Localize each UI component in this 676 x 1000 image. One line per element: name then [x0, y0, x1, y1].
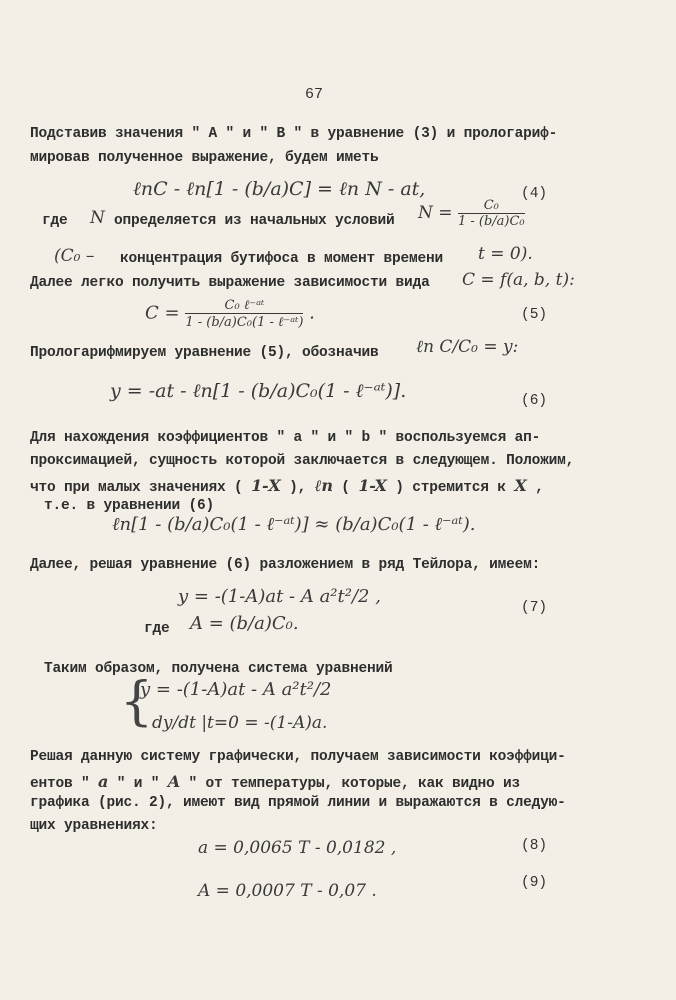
- system-equation-2: dy/dt |t=0 = -(1-A)a.: [152, 713, 328, 733]
- equation-6-number: (6): [521, 393, 548, 409]
- p2-l3-g: ) стремится к: [395, 480, 506, 496]
- equation-5-numerator: C₀ ℓ⁻ᵃᵗ: [185, 297, 303, 314]
- text-log5-definition: ℓn C/C₀ = y:: [416, 337, 519, 357]
- text-further-function: C = f(a, b, t):: [462, 270, 575, 290]
- equation-6: y = -at - ℓn[1 - (b/a)C₀(1 - ℓ⁻ᵃᵗ)].: [110, 380, 407, 402]
- c0-note-time: t = 0).: [478, 244, 533, 264]
- p2-l3-e: (: [341, 480, 350, 496]
- equation-5-number: (5): [521, 307, 548, 323]
- equation-7: y = -(1-A)at - A a²t²/2 ,: [178, 586, 381, 607]
- p2-l3-a: что при малых значениях (: [30, 480, 243, 496]
- equation-9-number: (9): [521, 875, 548, 891]
- equation-8-number: (8): [521, 838, 548, 854]
- equation-5-denominator: 1 - (b/a)C₀(1 - ℓ⁻ᵃᵗ): [185, 315, 304, 330]
- where-symbol-N: N: [90, 208, 105, 228]
- N-definition-fraction: [458, 198, 525, 229]
- equation-4: ℓnC - ℓn[1 - (b/a)C] = ℓn N - at,: [133, 178, 426, 200]
- N-definition-denominator: 1 - (b/a)C₀: [457, 214, 525, 229]
- p2-l3-b: 1-X: [251, 476, 281, 495]
- equation-4-number: (4): [521, 186, 548, 202]
- equation-9: A = 0,0007 T - 0,07 .: [198, 881, 377, 901]
- equation-7-number: (7): [521, 600, 548, 616]
- equation-5-fraction: [185, 297, 303, 330]
- equation-5-dot: .: [309, 302, 315, 324]
- paragraph-2-line-1: Для нахождения коэффициентов " a " и " b " воспользуемся ап-: [30, 430, 541, 446]
- paragraph-5-line-2: [30, 772, 520, 792]
- paragraph-5-line-4: щих уравнениях:: [30, 818, 158, 834]
- paragraph-3: Далее, решая уравнение (6) разложением в ряд Тейлора, имеем:: [30, 557, 541, 573]
- paragraph-4: Таким образом, получена система уравнений: [44, 661, 393, 677]
- p5-l2-d: A: [167, 772, 180, 791]
- where-label-2: где: [144, 621, 170, 637]
- text-line-1: Подставив значения " А " и " В " в уравнение (3) и прологариф-: [30, 126, 558, 142]
- N-definition-lhs: N =: [418, 203, 453, 223]
- p5-l2-e: " от температуры, которые, как видно из: [188, 776, 521, 792]
- c0-note-open: (C₀ –: [54, 246, 95, 266]
- N-definition-numerator: C₀: [458, 198, 525, 214]
- equation-8: a = 0,0065 T - 0,0182 ,: [198, 838, 397, 858]
- paragraph-2-line-3: [30, 476, 544, 496]
- p2-l3-f: 1-X: [358, 476, 387, 495]
- where-label-1: где: [42, 213, 68, 229]
- p2-l3-c: ),: [289, 480, 307, 496]
- p2-l3-h: X: [514, 476, 527, 495]
- paragraph-2-line-4: т.е. в уравнении (6): [44, 498, 215, 514]
- paragraph-5-line-3: графика (рис. 2), имеют вид прямой линии и выражаются в следую-: [30, 795, 566, 811]
- p2-l3-i: ,: [535, 480, 544, 496]
- text-further: Далее легко получить выражение зависимости вида: [30, 275, 430, 291]
- equation-approximation: ℓn[1 - (b/a)C₀(1 - ℓ⁻ᵃᵗ)] ≈ (b/a)C₀(1 - ℓ⁻ᵃᵗ).: [112, 514, 476, 535]
- text-log5: Прологарифмируем уравнение (5), обозначив: [30, 345, 379, 361]
- p2-l3-d: ℓn: [314, 476, 333, 495]
- equation-5-lhs: C =: [145, 302, 180, 324]
- system-brace: {: [120, 672, 154, 732]
- page-number: 67: [305, 86, 324, 103]
- equation-5: [145, 297, 315, 330]
- system-equation-1: y = -(1-A)at - A a²t²/2: [140, 679, 332, 700]
- p5-l2-a: ентов ": [30, 776, 90, 792]
- paragraph-2-line-2: проксимацией, сущность которой заключается в следующем. Положим,: [30, 453, 575, 469]
- where-text-1: определяется из начальных условий: [114, 213, 395, 229]
- c0-note-text: концентрация бутифоса в момент времени: [120, 251, 444, 267]
- paragraph-5-line-1: Решая данную систему графически, получаем зависимости коэффици-: [30, 749, 566, 765]
- equation-A-definition: A = (b/a)C₀.: [190, 613, 299, 634]
- text-line-2: мировав полученное выражение, будем иметь: [30, 150, 379, 166]
- p5-l2-c: " и ": [116, 776, 160, 792]
- N-definition: [418, 198, 525, 229]
- p5-l2-b: a: [98, 772, 109, 791]
